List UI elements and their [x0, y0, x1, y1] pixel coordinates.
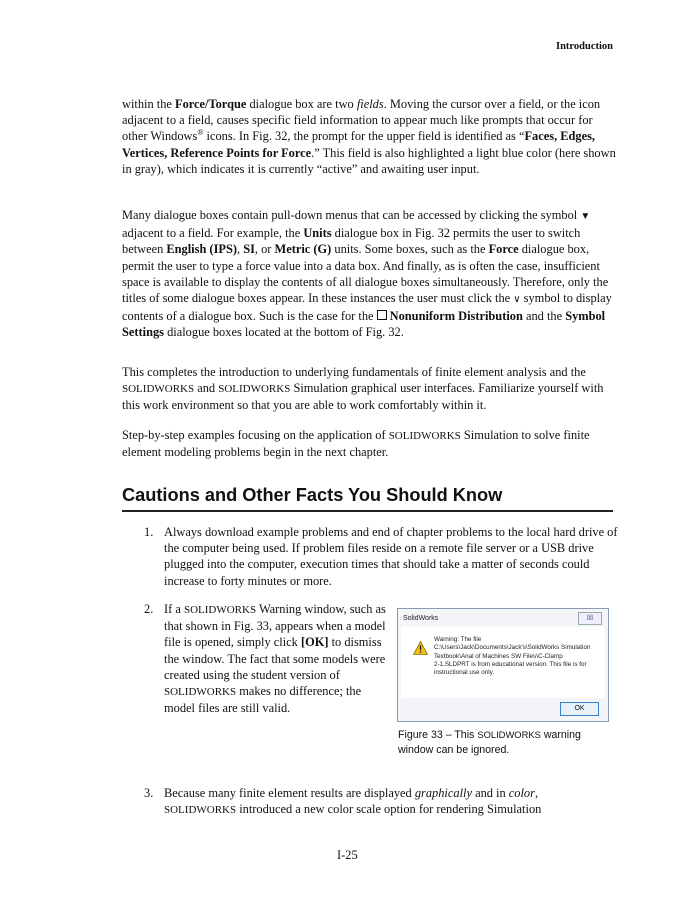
page-number: I-25	[337, 848, 358, 862]
list-item-text: If a SOLIDWORKS Warning window, such as that shown in Fig. 33, appears when a model file is opened, simply click [OK] to dismiss the window. The fact that some models were created using the student version of SOLIDWORKS makes no difference; the model files are still valid.	[164, 602, 386, 716]
list-item-text: Always download example problems and end of chapter problems to the local hard drive of the computer being used. If problem files reside on a remote file server or a USB drive plugged into the computer, execution times that should take a matter of seconds could increase to forty minutes or more.	[164, 525, 618, 588]
paragraph-force-torque-fields: within the Force/Torque dialogue box are two fields. Moving the cursor over a field, or the icon adjacent to a field, causes specific field information to appear much like prompts that occur for other Windows® icons. In Fig. 32, the prompt for the upper field is identified as “Faces, Edges, Vertices, Reference Points for Force.” This field is also highlighted a light blue color (here shown in gray), which indicates it is currently “active” and awaiting user input.	[122, 97, 616, 176]
figure-caption: Figure 33 – This SOLIDWORKS warning window can be ignored.	[398, 729, 581, 756]
dropdown-arrow-icon: ▼	[580, 211, 591, 222]
running-header: Introduction	[556, 41, 613, 52]
warning-icon	[413, 641, 428, 655]
list-item-number: 2.	[144, 602, 154, 616]
checkbox-icon	[377, 310, 387, 320]
paragraph-pull-down-menus: Many dialogue boxes contain pull-down menus that can be accessed by clicking the symbol ▼ adjacent to a field. For example, the Units dialogue box in Fig. 32 permits the user to switch between English (IPS), SI, or Metric (G) units. Some boxes, such as the Force dialogue box, permit the user to type a force value into a data box. And finally, as is often the case, insufficient space is available to display the contents of all dialogue boxes simultaneously. Therefore, only the titles of some dialogue boxes appear. In these instances the user must click the ∨ symbol to display contents of a dialogue box. Such is the case for the Nonuniform Distribution and the Symbol Settings dialogue boxes located at the bottom of Fig. 32.	[122, 208, 612, 340]
list-item-number: 3.	[144, 786, 154, 800]
dialog-body	[401, 627, 605, 698]
paragraph-step-by-step: Step-by-step examples focusing on the application of SOLIDWORKS Simulation to solve finite element modeling problems begin in the next chapter.	[122, 428, 590, 460]
ok-button[interactable]: OK	[560, 702, 599, 716]
dialog-message: Warning: The file C:\Users\Jack\Documents\Jack's\SolidWorks Simulation Textbook\Anal of Machines SW Files\C-Clamp 2-1.SLDPRT is from educational version. This file is for instructional use only.	[434, 636, 591, 677]
warning-dialog	[397, 608, 609, 722]
paragraph-introduction-complete: This completes the introduction to underlying fundamentals of finite element analysis and the SOLIDWORKS and SOLIDWORKS Simulation graphical user interfaces. Familiarize yourself with this work environment so that you are able to work comfortably within it.	[122, 365, 604, 413]
close-button[interactable]: ☒	[578, 612, 602, 625]
list-item-number: 1.	[144, 525, 154, 539]
dialog-title: SolidWorks	[403, 615, 439, 622]
list-item-text: Because many finite element results are displayed graphically and in color, SOLIDWORKS introduced a new color scale option for rendering Simulation	[164, 786, 542, 817]
section-heading: Cautions and Other Facts You Should Know	[122, 485, 613, 512]
expand-chevron-icon: ∨	[513, 294, 521, 306]
